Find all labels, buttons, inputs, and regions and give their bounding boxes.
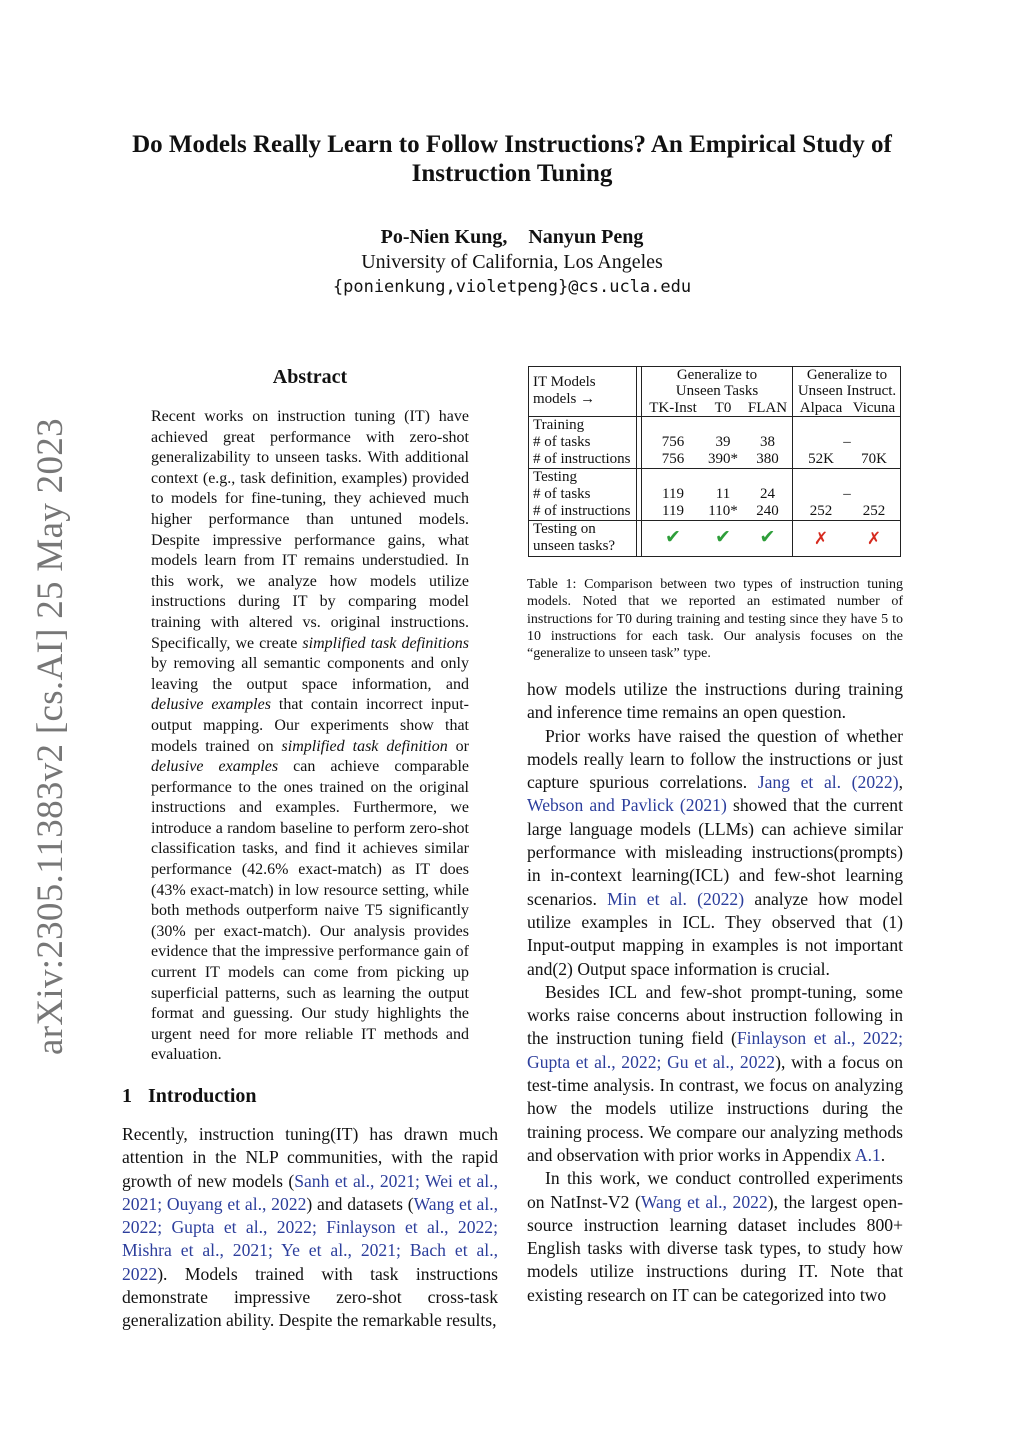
author-2: Nanyun Peng bbox=[528, 226, 644, 248]
table-row-label: # of tasks bbox=[533, 486, 591, 502]
author-1: Po-Nien Kung, bbox=[380, 226, 508, 248]
table-cell: 119 bbox=[662, 486, 684, 502]
table-row-label: Training bbox=[533, 417, 585, 433]
intro-text-1: Recently, instruction tuning(IT) has drawn much attention in the NLP communities, with the rapid growth of new models ( bbox=[122, 1124, 498, 1191]
abstract-text-3: that contain incorrect input-output mapping. Our experiments show that models trained on bbox=[151, 696, 470, 755]
caption-label: Table 1: bbox=[527, 577, 585, 592]
paragraph-text: , bbox=[898, 772, 903, 793]
abstract-emph-1: simplified task definitions bbox=[302, 634, 469, 652]
citation-link[interactable]: Wang et al., 2022 bbox=[640, 1191, 768, 1212]
table-cell: 240 bbox=[756, 503, 779, 519]
author-names bbox=[100, 225, 924, 250]
abstract-body bbox=[151, 407, 469, 1066]
abstract-heading: Abstract bbox=[272, 366, 348, 388]
paragraph-text: ), with a focus on test-time analysis. In contrast, we focus on analyzing how the models utilize instructions during the training process. We compare our analyzing methods and observation with prior works in Appendix bbox=[527, 1051, 903, 1165]
table-row-label: Testing bbox=[533, 469, 577, 485]
abstract-emph-4: delusive examples bbox=[151, 758, 279, 776]
citation-link[interactable]: Sanh et al., 2021; Wei et al., 2021; Ouyang et al., 2022 bbox=[122, 1170, 498, 1214]
table-rule bbox=[529, 468, 900, 469]
author-block bbox=[100, 225, 924, 300]
abstract-text-4: or bbox=[447, 737, 469, 755]
table-1 bbox=[528, 366, 901, 557]
appendix-link[interactable]: A.1 bbox=[854, 1144, 881, 1165]
citation-link[interactable]: Jang et al. (2022) bbox=[757, 772, 899, 793]
table-row-label: # of tasks bbox=[533, 434, 591, 450]
abstract-text-5: can achieve comparable performance to the ones trained on the original instructions and examples. Furthermore, we introduce a random baseline to perform zero-shot classification tasks, and find it achieves similar performance (42.6% exact-match) as IT does (43% exact-match) in low resource setting, while both methods outperform naive T5 significantly (30% per exact-match). Our analysis provides evidence that the impressive performance gain of current IT models can come from picking up superficial patterns, such as learning the output format and guessing. Our study highlights the urgent need for more reliable IT methods and evaluation. bbox=[151, 758, 469, 1064]
table-cell: 756 bbox=[661, 434, 685, 450]
check-icon: ✔ bbox=[715, 527, 731, 548]
abstract-text-1: Recent works on instruction tuning (IT) have achieved great performance with zero-shot generalizability to unseen tasks. With additional context (e.g., task definition, examples) provided to models for fine-tuning, they achieved much higher performance than untuned models. Despite impressive performance gains, what models learn from IT remains understudied. In this work, we analyze how models utilize instructions during IT by comparing model training with altered vs. original instructions. Specifically, we create bbox=[151, 408, 469, 652]
table-cell: 380 bbox=[756, 451, 779, 467]
table-cell: – bbox=[843, 434, 851, 450]
check-icon: ✔ bbox=[665, 527, 681, 548]
table-col-header: Alpaca bbox=[799, 400, 843, 416]
citation-link[interactable]: Finlayson et al., 2022; Gupta et al., 2022; Gu et al., 2022 bbox=[527, 1028, 904, 1072]
intro-text-2: ) and datasets ( bbox=[306, 1193, 414, 1214]
paragraph bbox=[527, 678, 903, 725]
table-cell: 252 bbox=[862, 503, 886, 519]
table-group-header: Unseen Instruct. bbox=[797, 383, 897, 399]
abstract-text-2: by removing all semantic components and only leaving the output space information, and bbox=[151, 655, 469, 693]
paragraph-text: showed that the current large language models (LLMs) can achieve similar performance with misleading instructions(prompts) in in-context learning(ICL) and few-shot learning scenarios. bbox=[527, 795, 903, 909]
table-cell: 119 bbox=[662, 503, 684, 519]
affiliation: University of California, Los Angeles bbox=[361, 251, 663, 273]
table-cell: 39 bbox=[715, 434, 731, 450]
arxiv-stamp: arXiv:2305.11383v2 [cs.AI] 25 May 2023 bbox=[30, 418, 71, 1055]
citation-link[interactable]: Webson and Pavlick (2021) bbox=[527, 795, 727, 816]
table-cell: 38 bbox=[760, 434, 775, 450]
table-cell: 252 bbox=[809, 503, 833, 519]
table-row-label: Testing on bbox=[533, 521, 596, 537]
paragraph-text: how models utilize the instructions during training and inference time remains an open question. bbox=[527, 679, 903, 723]
paragraph bbox=[527, 725, 903, 981]
table-col-header: Vicuna bbox=[852, 400, 896, 416]
table-cell: 110* bbox=[708, 503, 738, 519]
table-header-models-sub: models → bbox=[533, 391, 596, 407]
caption-text: Comparison between two types of instruction tuning models. Noted that we reported an estimated number of instructions for T0 during training and testing since they have 5 to 10 instructions for each task. Our analysis focuses on the “generalize to unseen task” type. bbox=[527, 577, 903, 662]
table-group-header: Generalize to bbox=[806, 367, 888, 383]
table-cell: 756 bbox=[661, 451, 685, 467]
paragraph-text: . bbox=[880, 1144, 886, 1165]
table-col-header: TK-Inst bbox=[649, 400, 697, 416]
check-icon: ✔ bbox=[759, 527, 776, 548]
abstract-emph-3: simplified task definition bbox=[281, 737, 448, 755]
table-caption bbox=[527, 576, 903, 662]
paragraph-text: Prior works have raised the question of whether models really learn to follow the instructions or just capture spurious correlations. bbox=[527, 725, 903, 793]
title-line-2: Instruction Tuning bbox=[411, 160, 613, 187]
abstract-emph-2: delusive examples bbox=[151, 696, 271, 714]
title-line-1: Do Models Really Learn to Follow Instructions? An Empirical Study of bbox=[132, 131, 892, 158]
table-cell: 390* bbox=[708, 451, 738, 467]
table-row-label: unseen tasks? bbox=[533, 538, 616, 554]
table-group-header: Generalize to bbox=[676, 367, 758, 383]
intro-paragraph bbox=[122, 1123, 498, 1333]
table-row-label: # of instructions bbox=[533, 451, 631, 467]
cross-icon: ✗ bbox=[866, 529, 882, 548]
paragraph-text: ), the largest open-source instruction learning dataset includes 800+ English tasks with diverse task types, to study how models utilize instructions during IT. Note that existing research on IT can be categorized into two bbox=[527, 1191, 903, 1305]
table-cell: 52K bbox=[808, 451, 834, 467]
table-group-header: Unseen Tasks bbox=[675, 383, 759, 399]
section-number: 1 bbox=[122, 1085, 132, 1107]
section-heading-introduction bbox=[122, 1085, 257, 1108]
paragraph-text: Besides ICL and few-shot prompt-tuning, some works raise concerns about instruction following in the instruction tuning field ( bbox=[527, 981, 903, 1049]
table-col-header: FLAN bbox=[747, 400, 788, 416]
cross-icon: ✗ bbox=[813, 529, 829, 548]
paper-title bbox=[100, 130, 924, 188]
table-divider bbox=[636, 367, 637, 556]
citation-link[interactable]: Min et al. (2022) bbox=[607, 888, 745, 909]
table-cell: 24 bbox=[760, 486, 775, 502]
table-header-models: IT Models bbox=[533, 374, 596, 390]
intro-text-3: ). Models trained with task instructions demonstrate impressive zero-shot cross-task generalization ability. Despite the remarkable results, bbox=[122, 1263, 498, 1331]
table-row-label: # of instructions bbox=[533, 503, 631, 519]
paragraph-text: In this work, we conduct controlled experiments on NatInst-V2 ( bbox=[527, 1168, 903, 1212]
citation-link[interactable]: Wang et al., 2022; Gupta et al., 2022; Finlayson et al., 2022; Mishra et al., 2021; Ye et al., 2021; Bach et al., 2022 bbox=[122, 1193, 499, 1284]
paragraph-text: analyze how model utilize examples in ICL. They observed that (1) Input-output mapping in examples is not important and(2) Output space information is crucial. bbox=[527, 888, 903, 979]
right-column-text bbox=[527, 678, 903, 1307]
paragraph bbox=[527, 981, 903, 1167]
table-cell: – bbox=[843, 486, 851, 502]
paragraph bbox=[527, 1167, 903, 1307]
section-title: Introduction bbox=[148, 1085, 257, 1107]
author-email: {ponienkung,violetpeng}@cs.ucla.edu bbox=[332, 277, 692, 297]
table-cell: 11 bbox=[715, 486, 731, 502]
table-cell: 70K bbox=[861, 451, 887, 467]
table-col-header: T0 bbox=[714, 400, 732, 416]
